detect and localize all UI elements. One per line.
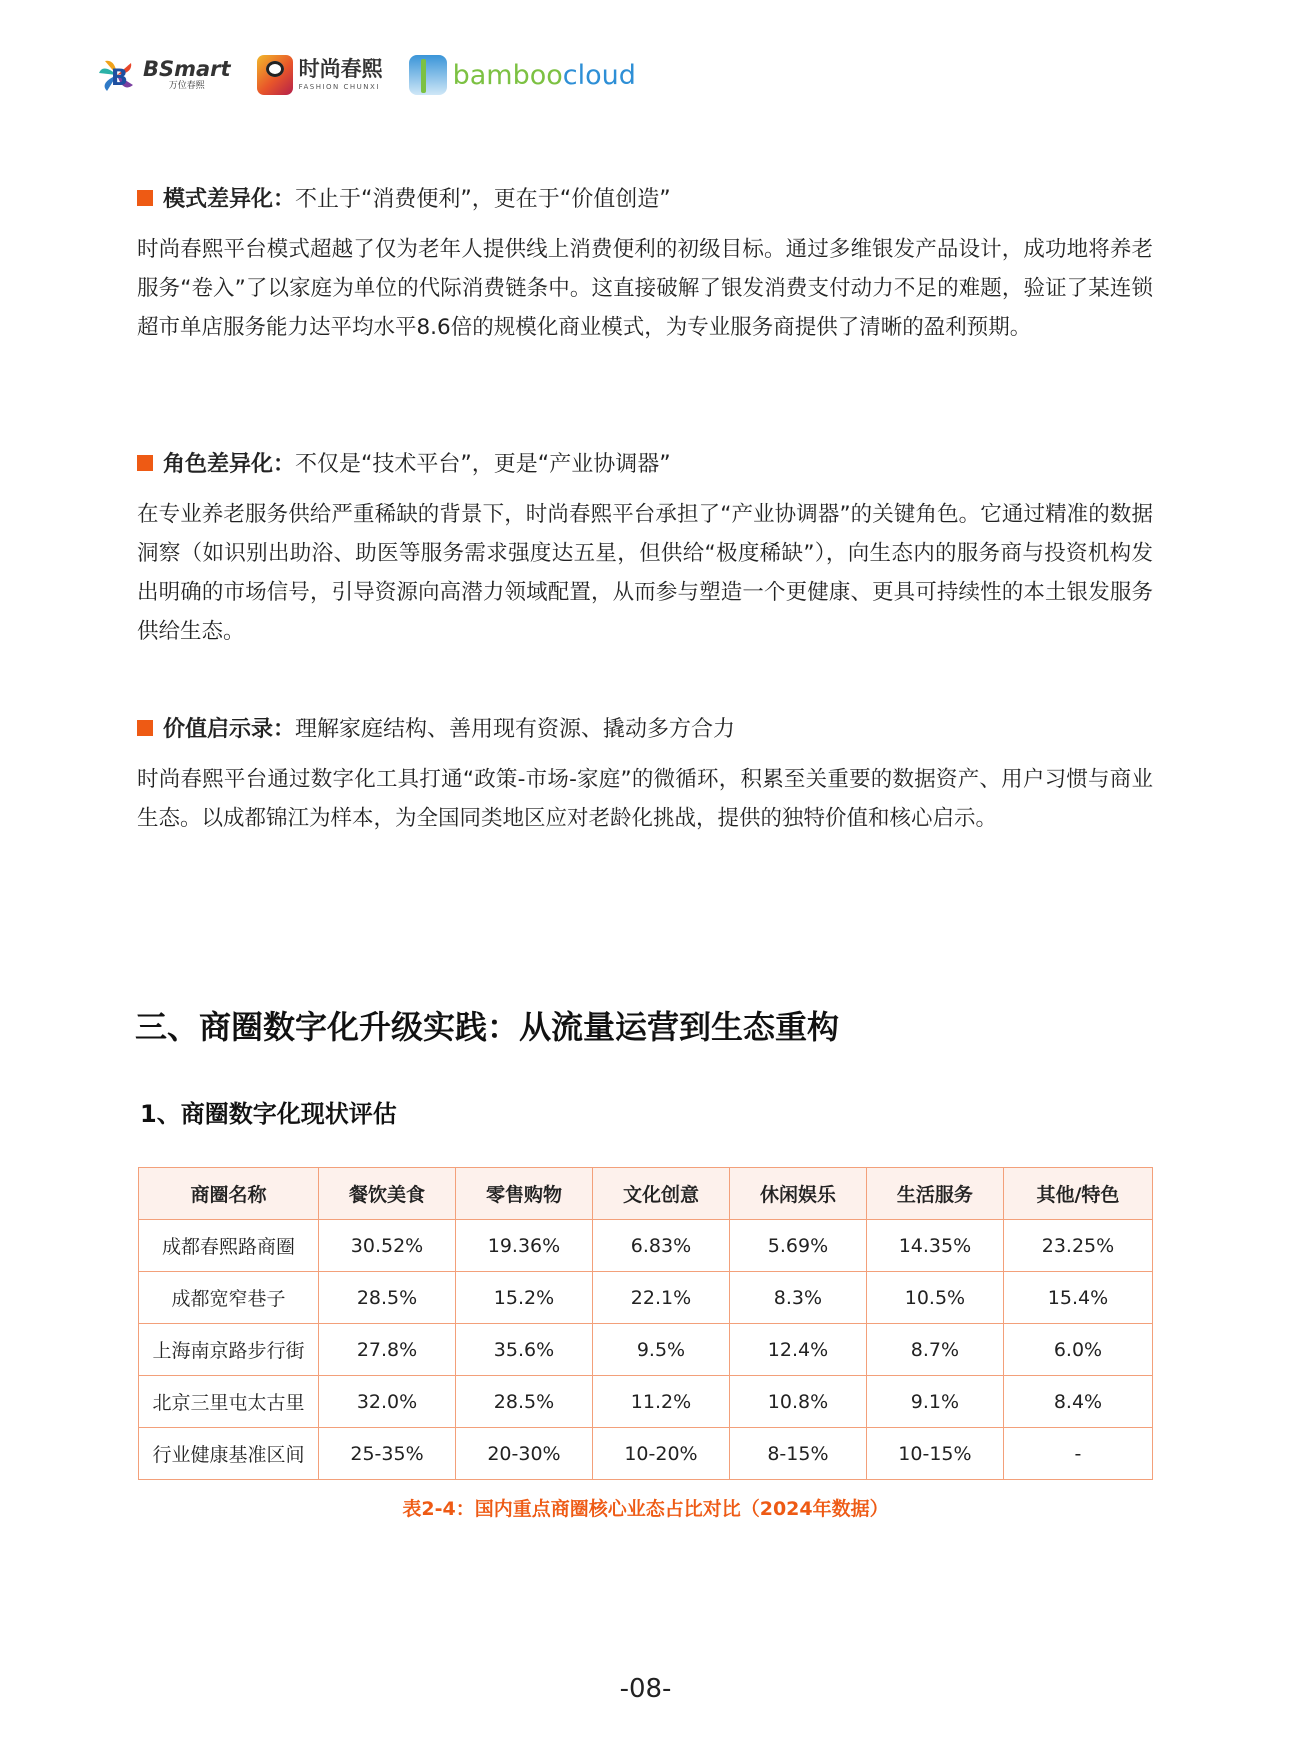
district-name-cell: 北京三里屯太古里 — [139, 1376, 319, 1428]
bsmart-name: BSmart — [143, 57, 231, 81]
percentage-cell: 9.1% — [866, 1376, 1003, 1428]
district-name-cell: 上海南京路步行街 — [139, 1324, 319, 1376]
section-subtitle: 理解家庭结构、善用现有资源、撬动多方合力 — [295, 717, 736, 742]
percentage-cell: 10.8% — [729, 1376, 866, 1428]
bamboocloud-logo — [409, 55, 636, 95]
chunxi-name: 时尚春熙 — [298, 57, 383, 81]
table-caption: 表2-4：国内重点商圈核心业态占比对比（2024年数据） — [402, 1498, 889, 1520]
percentage-cell: 9.5% — [592, 1324, 729, 1376]
section-heading — [137, 182, 671, 213]
svg-text:B: B — [111, 66, 128, 91]
percentage-cell: 10.5% — [866, 1272, 1003, 1324]
percentage-cell: 30.52% — [319, 1220, 456, 1272]
percentage-cell: 6.83% — [592, 1220, 729, 1272]
table-header-cell: 商圈名称 — [139, 1168, 319, 1220]
percentage-cell: 8.7% — [866, 1324, 1003, 1376]
page-number: -08- — [619, 1674, 672, 1704]
table-header-cell: 其他/特色 — [1003, 1168, 1152, 1220]
district-name-cell: 成都春熙路商圈 — [139, 1220, 319, 1272]
table-header-cell: 文化创意 — [592, 1168, 729, 1220]
panda-icon — [257, 55, 293, 95]
table-header-cell: 餐饮美食 — [319, 1168, 456, 1220]
percentage-cell: 23.25% — [1003, 1220, 1152, 1272]
table-header-cell: 休闲娱乐 — [729, 1168, 866, 1220]
bsmart-flower-icon — [97, 55, 137, 95]
section-subtitle: 不仅是“技术平台”，更是“产业协调器” — [295, 452, 671, 477]
section-body: 时尚春熙平台通过数字化工具打通“政策-市场-家庭”的微循环，积累至关重要的数据资产、用户习惯与商业生态。以成都锦江为样本，为全国同类地区应对老龄化挑战，提供的独特价值和核心启示。 — [137, 767, 1153, 831]
percentage-cell: 11.2% — [592, 1376, 729, 1428]
bamboocloud-part1: bamboo — [452, 59, 563, 91]
percentage-cell: 19.36% — [455, 1220, 592, 1272]
percentage-cell: 25-35% — [319, 1428, 456, 1480]
percentage-cell: 28.5% — [455, 1376, 592, 1428]
percentage-cell: 15.4% — [1003, 1272, 1152, 1324]
chunxi-sub: FASHION CHUNXI — [298, 83, 380, 91]
percentage-cell: 10-20% — [592, 1428, 729, 1480]
table-header-row — [139, 1168, 1153, 1220]
percentage-cell: 35.6% — [455, 1324, 592, 1376]
table-row — [139, 1272, 1153, 1324]
percentage-cell: 20-30% — [455, 1428, 592, 1480]
section-title: 价值启示录： — [163, 717, 296, 742]
bsmart-sub: 万位春熙 — [168, 81, 205, 91]
section-body: 在专业养老服务供给严重稀缺的背景下，时尚春熙平台承担了“产业协调器”的关键角色。它通过精准的数据洞察（如识别出助浴、助医等服务需求强度达五星，但供给“极度稀缺”），向生态内的服务商与投资机构发出明确的市场信号，引导资源向高潜力领域配置，从而参与塑造一个更健康、更具可持续性的本土银发服务供给生态。 — [137, 502, 1153, 644]
bamboocloud-part2: cloud — [562, 59, 636, 91]
section-heading — [137, 712, 735, 743]
chunxi-logo — [257, 55, 383, 95]
percentage-cell: 27.8% — [319, 1324, 456, 1376]
percentage-cell: 28.5% — [319, 1272, 456, 1324]
percentage-cell: 6.0% — [1003, 1324, 1152, 1376]
table-row — [139, 1220, 1153, 1272]
percentage-cell: - — [1003, 1428, 1152, 1480]
table-header-cell: 零售购物 — [455, 1168, 592, 1220]
square-bullet-icon — [137, 190, 153, 206]
square-bullet-icon — [137, 455, 153, 471]
section-title: 角色差异化： — [163, 452, 296, 477]
section-title: 模式差异化： — [163, 187, 296, 212]
percentage-cell: 12.4% — [729, 1324, 866, 1376]
table-row — [139, 1428, 1153, 1480]
table-row — [139, 1324, 1153, 1376]
percentage-cell: 8-15% — [729, 1428, 866, 1480]
square-bullet-icon — [137, 720, 153, 736]
section-body: 时尚春熙平台模式超越了仅为老年人提供线上消费便利的初级目标。通过多维银发产品设计，成功地将养老服务“卷入”了以家庭为单位的代际消费链条中。这直接破解了银发消费支付动力不足的难题，验证了某连锁超市单店服务能力达平均水平8.6倍的规模化商业模式，为专业服务商提供了清晰的盈利预期。 — [137, 237, 1153, 340]
percentage-cell: 15.2% — [455, 1272, 592, 1324]
section-subtitle: 不止于“消费便利”，更在于“价值创造” — [295, 187, 671, 212]
header-logos — [97, 52, 636, 98]
bsmart-logo — [97, 55, 231, 95]
percentage-cell: 8.3% — [729, 1272, 866, 1324]
section-heading — [137, 447, 671, 478]
bamboo-icon — [409, 55, 447, 95]
percentage-cell: 14.35% — [866, 1220, 1003, 1272]
subsection-title: 1、商圈数字化现状评估 — [140, 1100, 397, 1128]
table-header-cell: 生活服务 — [866, 1168, 1003, 1220]
percentage-cell: 8.4% — [1003, 1376, 1152, 1428]
percentage-cell: 10-15% — [866, 1428, 1003, 1480]
table-row — [139, 1376, 1153, 1428]
district-name-cell: 行业健康基准区间 — [139, 1428, 319, 1480]
percentage-cell: 32.0% — [319, 1376, 456, 1428]
district-name-cell: 成都宽窄巷子 — [139, 1272, 319, 1324]
percentage-cell: 22.1% — [592, 1272, 729, 1324]
business-district-table — [138, 1167, 1153, 1480]
percentage-cell: 5.69% — [729, 1220, 866, 1272]
chapter-title: 三、商圈数字化升级实践：从流量运营到生态重构 — [135, 1008, 840, 1046]
